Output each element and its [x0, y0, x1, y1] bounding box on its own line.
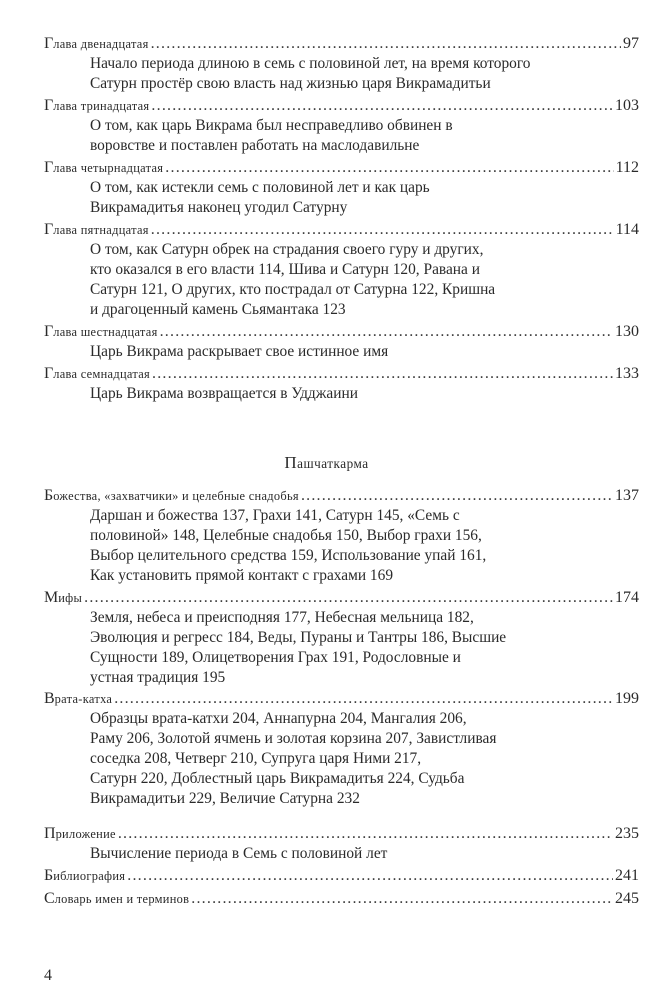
toc-subline: половиной» 148, Целебные снадобья 150, Выбор грахи 156,: [90, 527, 482, 544]
toc-subline: и драгоценный камень Сьямантака 123: [90, 301, 346, 318]
toc-entry-title: Глава тринадцатая: [44, 97, 150, 114]
dot-leader: [152, 364, 613, 384]
toc-entry-glossary: [44, 889, 639, 909]
toc-entry-heading: [44, 96, 639, 116]
dot-leader: [160, 322, 613, 342]
dot-leader: [127, 866, 613, 886]
toc-entry-title: Врата-катха: [44, 690, 113, 707]
toc-entry-myths: [44, 588, 639, 688]
toc-entry-bibliography: [44, 866, 639, 886]
toc-subline: Сатурн 220, Доблестный царь Викрамадитья 224, Судьба: [90, 770, 465, 787]
toc-entry-heading: [44, 889, 639, 909]
toc-entry-title: Глава семнадцатая: [44, 365, 151, 382]
toc-entry-title: Глава четырнадцатая: [44, 159, 164, 176]
toc-page-number: 174: [615, 589, 639, 606]
dot-leader: [118, 824, 613, 844]
toc-entry-vrata-katha: [44, 689, 639, 809]
toc-page-number: 137: [615, 487, 639, 504]
dot-leader: [301, 486, 613, 506]
toc-entry-appendix: [44, 824, 639, 864]
toc-entry-chapter-13: [44, 96, 639, 156]
toc-subline: Царь Викрама раскрывает свое истинное имя: [90, 343, 389, 360]
toc-entry-title: Глава двенадцатая: [44, 35, 149, 52]
toc-subline: Вычисление периода в Семь с половиной лет: [90, 845, 388, 862]
toc-page-number: 241: [615, 867, 639, 884]
toc-entry-heading: [44, 322, 639, 342]
toc-page-number: 133: [615, 365, 639, 382]
toc-entry-title: Божества, «захватчики» и целебные снадобья: [44, 487, 299, 504]
dot-leader: [165, 158, 613, 178]
dot-leader: [84, 588, 613, 608]
page-number-folio: 4: [44, 967, 52, 984]
section-heading: Пашчаткарма: [284, 453, 369, 472]
toc-entry-heading: [44, 689, 639, 709]
toc-subline: О том, как Сатурн обрек на страдания своего гуру и других,: [90, 241, 484, 258]
toc-entry-deities: [44, 486, 639, 586]
toc-subline: устная традиция 195: [90, 669, 226, 686]
toc-subline: Викрамадитьи 229, Величие Сатурна 232: [90, 790, 360, 807]
dot-leader: [151, 34, 621, 54]
toc-entry-title: Мифы: [44, 589, 83, 606]
toc-subline: Сатурн простёр свою власть над жизнью царя Викрамадитьи: [90, 75, 491, 92]
toc-subline: Как установить прямой контакт с грахами 169: [90, 567, 394, 584]
toc-entry-heading: [44, 158, 639, 178]
toc-entry-heading: [44, 588, 639, 608]
toc-subline: О том, как истекли семь с половиной лет и как царь: [90, 179, 430, 196]
toc-subline: Выбор целительного средства 159, Использование упай 161,: [90, 547, 487, 564]
toc-page-number: 235: [615, 825, 639, 842]
toc-entry-heading: [44, 824, 639, 844]
toc-subline: О том, как царь Викрама был несправедливо обвинен в: [90, 117, 453, 134]
toc-entry-heading: [44, 866, 639, 886]
toc-page-number: 199: [615, 690, 639, 707]
toc-entry-heading: [44, 364, 639, 384]
toc-subline: Сущности 189, Олицетворения Грах 191, Родословные и: [90, 649, 461, 666]
dot-leader: [191, 889, 613, 909]
dot-leader: [151, 96, 613, 116]
toc-entry-title: Глава шестнадцатая: [44, 323, 158, 340]
toc-entry-chapter-15: [44, 220, 639, 320]
toc-page-number: 103: [615, 97, 639, 114]
toc-page-number: 245: [615, 890, 639, 907]
toc-subline: Даршан и божества 137, Грахи 141, Сатурн 145, «Семь с: [90, 507, 460, 524]
toc-entry-title: Глава пятнадцатая: [44, 221, 149, 238]
toc-page-number: 130: [615, 323, 639, 340]
toc-subline: воровстве и поставлен работать на маслодавильне: [90, 137, 420, 154]
toc-subline: Образцы врата-катхи 204, Аннапурна 204, Мангалия 206,: [90, 710, 467, 727]
toc-entry-chapter-14: [44, 158, 639, 218]
dot-leader: [114, 689, 613, 709]
toc-entry-title: Словарь имен и терминов: [44, 890, 190, 907]
toc-page-number: 97: [623, 35, 639, 52]
toc-page-number: 112: [615, 159, 639, 176]
toc-entry-heading: [44, 34, 639, 54]
toc-entry-heading: [44, 220, 639, 240]
toc-entry-title: Приложение: [44, 825, 116, 842]
toc-subline: Царь Викрама возвращается в Удджаини: [90, 385, 358, 402]
toc-entry-heading: [44, 486, 639, 506]
toc-page-number: 114: [615, 221, 639, 238]
toc-subline: Раму 206, Золотой ячмень и золотая корзина 207, Завистливая: [90, 730, 497, 747]
toc-entry-title: Библиография: [44, 867, 126, 884]
toc-entry-chapter-12: [44, 34, 639, 94]
toc-entry-chapter-16: [44, 322, 639, 362]
toc-subline: Начало периода длиною в семь с половиной лет, на время которого: [90, 55, 531, 72]
toc-subline: Сатурн 121, О других, кто пострадал от Сатурна 122, Кришна: [90, 281, 496, 298]
toc-subline: Эволюция и регресс 184, Веды, Пураны и Тантры 186, Высшие: [90, 629, 507, 646]
toc-entry-chapter-17: [44, 364, 639, 404]
toc-subline: кто оказался в его власти 114, Шива и Сатурн 120, Равана и: [90, 261, 480, 278]
toc-subline: соседка 208, Четверг 210, Супруга царя Ними 217,: [90, 750, 422, 767]
dot-leader: [151, 220, 614, 240]
toc-subline: Земля, небеса и преисподняя 177, Небесная мельница 182,: [90, 609, 474, 626]
toc-subline: Викрамадитья наконец угодил Сатурну: [90, 199, 348, 216]
